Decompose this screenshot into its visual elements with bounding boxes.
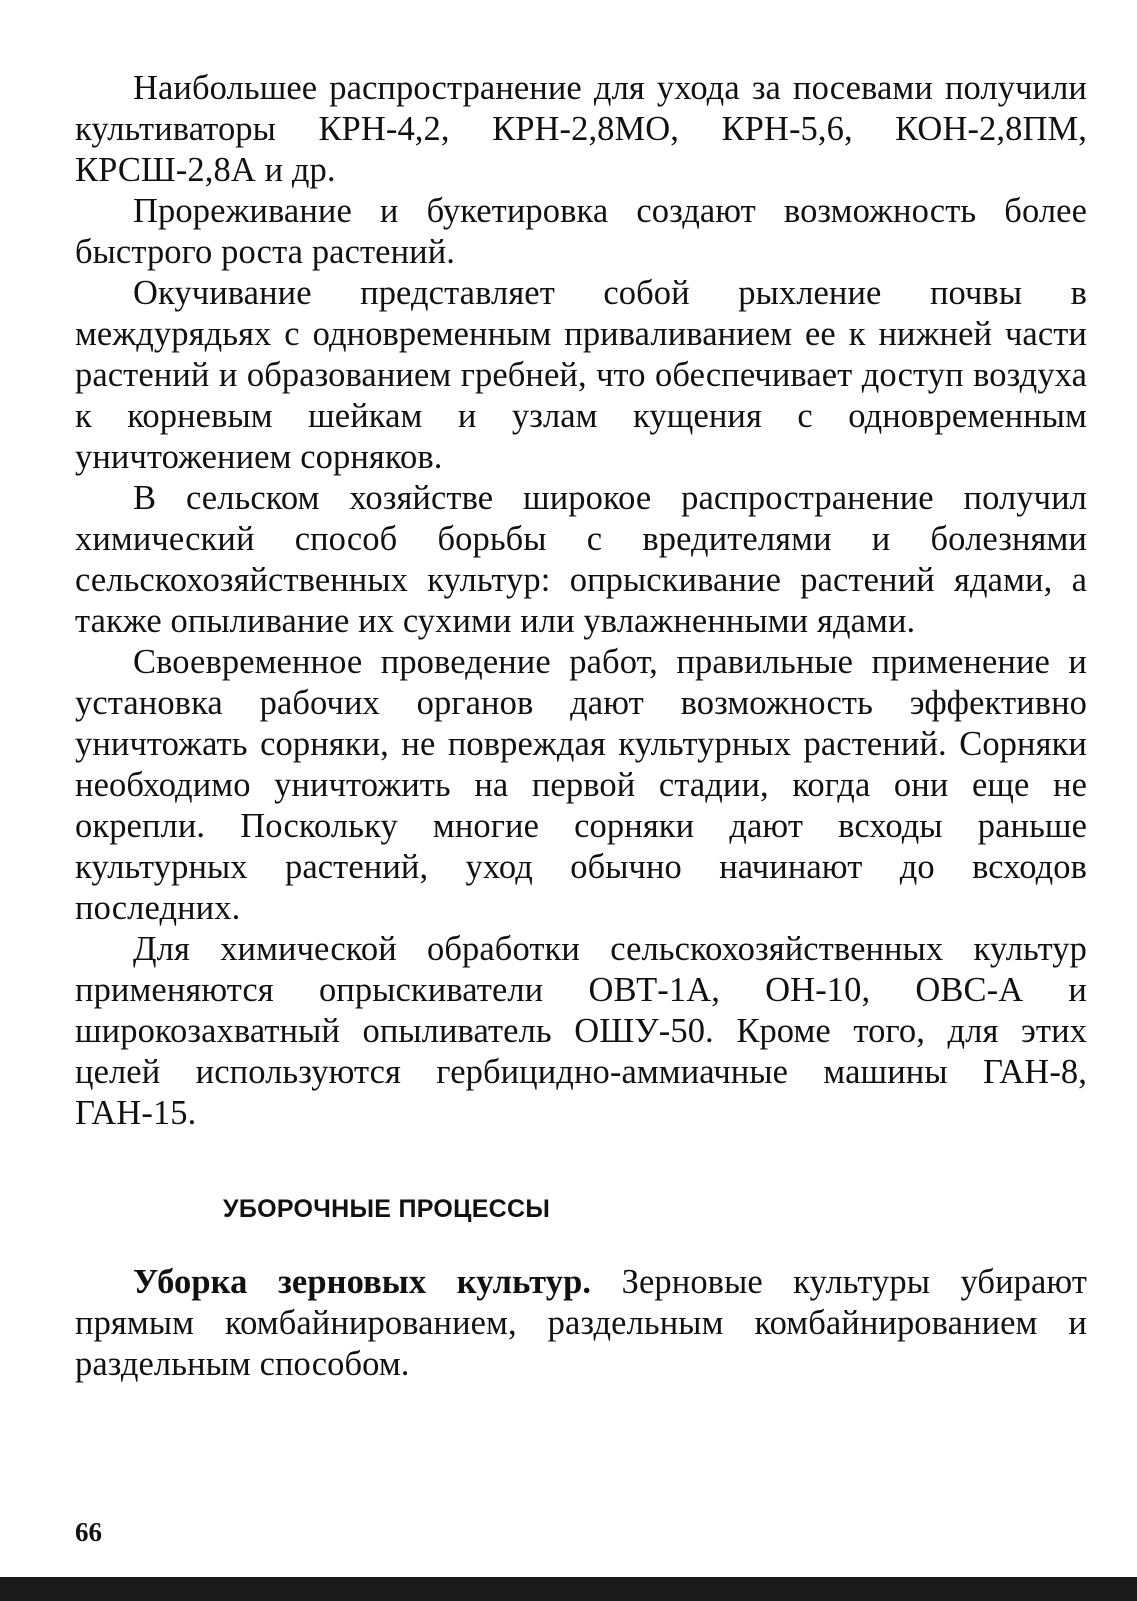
paragraph-grain-harvesting-text: Зерновые культуры убирают прямым комбайнированием, раздельным комбайнированием и раздельным способом. [75, 1263, 1087, 1383]
paragraph-hilling: Окучивание представляет собой рыхление почвы в междурядьях с одновременным приваливанием ее к нижней части растений и образованием гребней, что обеспечивает доступ воздуха к корневым шейкам и узлам кущения с одновременным уничтожением сорняков. [75, 274, 1087, 476]
page-number: 66 [75, 1517, 102, 1547]
paragraph-thinning: Прореживание и букетировка создают возможность более быстрого роста растений. [75, 192, 1087, 271]
paragraph-timely-work: Своевременное проведение работ, правильные применение и установка рабочих органов дают возможность эффективно уничтожать сорняки, не повреждая культурных растений. Сорняки необходимо уничтожить на первой стадии, когда они еще не окрепли. Поскольку многие сорняки дают всходы раньше культурных растений, уход обычно начинают до всходов последних. [75, 643, 1087, 927]
paragraph-sprayers: Для химической обработки сельскохозяйственных культур применяются опрыскиватели ОВТ-1А, ОН-10, ОВС-А и широкозахватный опыливатель ОШУ-50. Кроме того, для этих целей используются гербицидно-аммиачные машины ГАН-8, ГАН-15. [75, 930, 1087, 1132]
section-heading: УБОРОЧНЫЕ ПРОЦЕССЫ [223, 1195, 551, 1223]
scan-bottom-edge [0, 1577, 1137, 1601]
paragraph-cultivators: Наибольшее распространение для ухода за посевами получили культиваторы КРН-4,2, КРН-2,8МО, КРН-5,6, КОН-2,8ПМ, КРСШ-2,8А и др. [75, 69, 1087, 189]
paragraph-grain-harvesting [75, 1262, 1087, 1385]
run-in-heading: Уборка зерновых культур. [133, 1263, 592, 1301]
book-page [75, 68, 1087, 1385]
paragraph-chemical-control: В сельском хозяйстве широкое распространение получил химический способ борьбы с вредителями и болезнями сельскохозяйственных культур: опрыскивание растений ядами, а также опыливание их сухими или увлажненными ядами. [75, 479, 1087, 640]
